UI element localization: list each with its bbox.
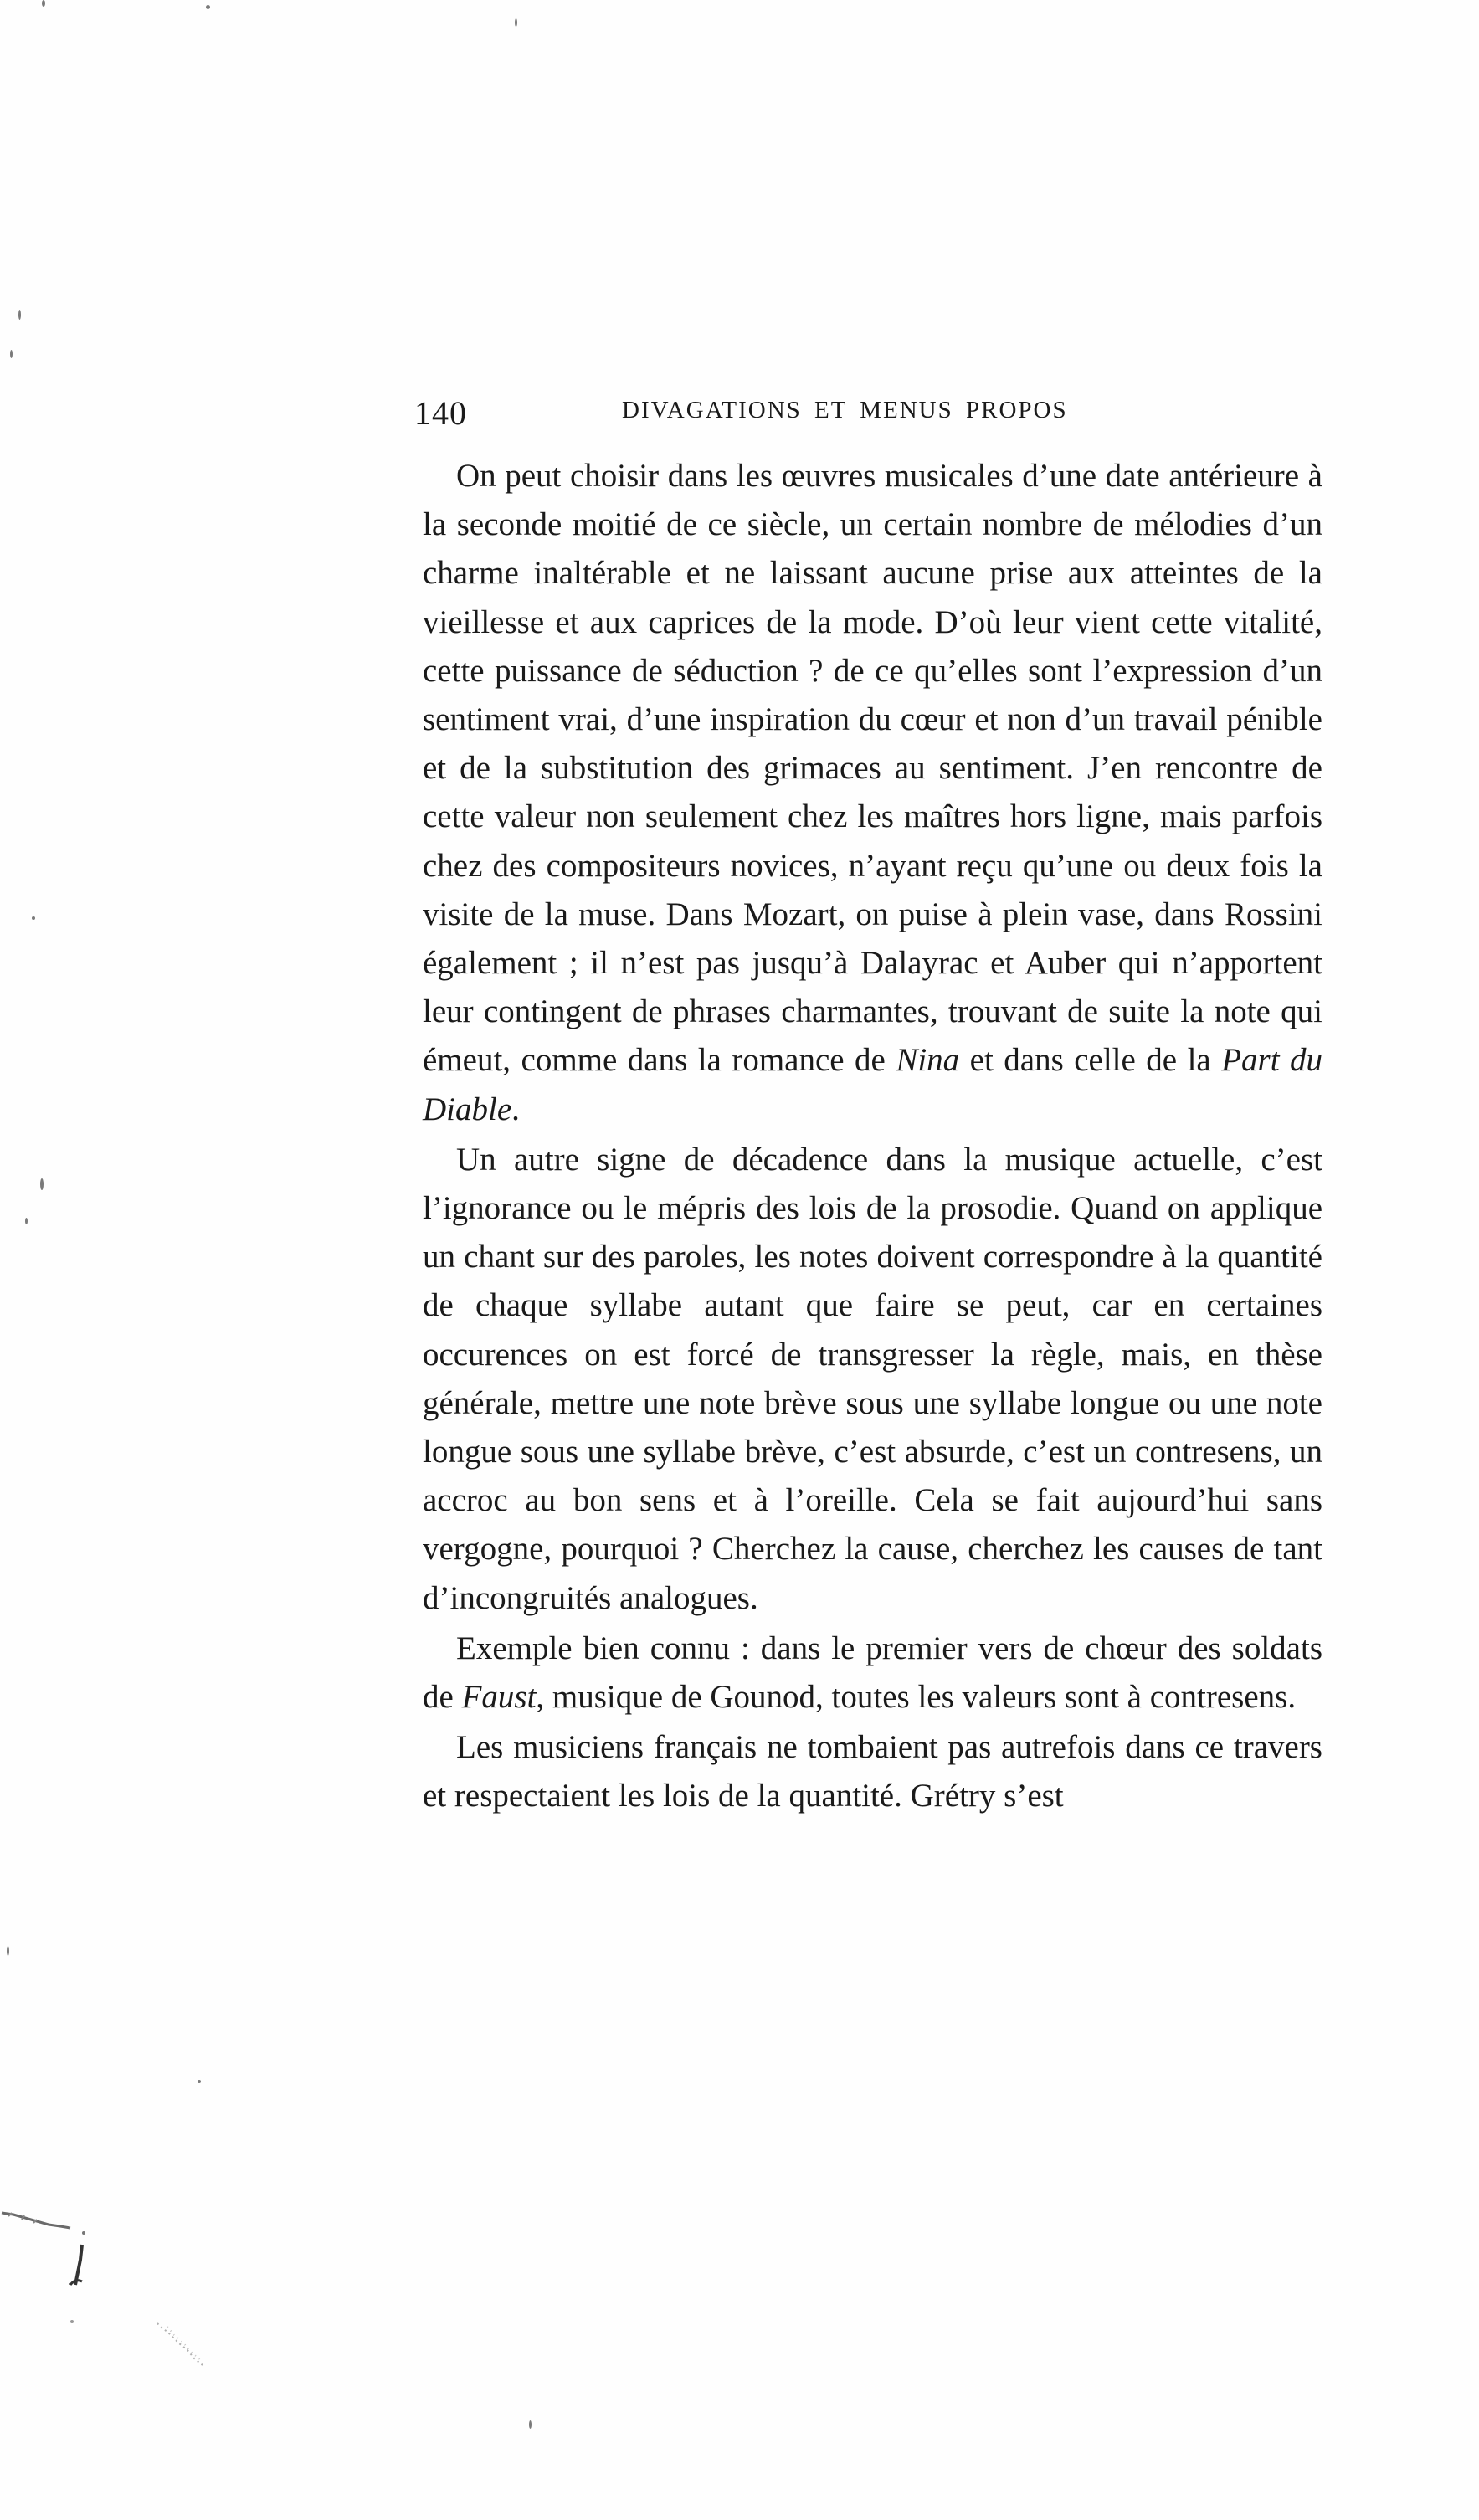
paragraph-1-text-c: . — [511, 1091, 520, 1127]
margin-ink-marks — [0, 2159, 109, 2377]
scan-speck — [40, 1178, 44, 1190]
scan-speck — [198, 2080, 201, 2083]
paragraph-3-text-b: , musique de Gounod, toutes les valeurs sont à contresens. — [536, 1679, 1297, 1716]
scan-speck — [515, 18, 517, 27]
italic-title-part-du-diable: Part du Diable — [423, 1042, 1322, 1127]
paragraph-4: Les musiciens français ne tombaient pas autrefois dans ce travers et respectaient les lois de la quantité. Grétry s’est — [423, 1729, 1322, 1814]
scan-speck — [206, 5, 210, 9]
paragraph-1-text-a: On peut choisir dans les œuvres musicales d’une date antérieure à la seconde moitié de ce siècle, un certain nombre de mélodies d’un charme inaltérable et ne laissant aucune prise aux atteintes de la vieillesse et aux caprices de la mode. D’où leur vient cette vitalité, cette puissance de séduction ? de ce qu’elles sont l’expression d’un sentiment vrai, d’une inspiration du cœur et non d’un travail pénible et de la substitution des grimaces au sentiment. J’en rencontre de cette valeur non seulement chez les maîtres hors ligne, mais parfois chez des compositeurs novices, n’ayant reçu qu’une ou deux fois la visite de la muse. Dans Mozart, on puise à plein vase, dans Rossini également ; il n’est pas jusqu’à Dalayrac et Auber qui n’apportent leur contingent de phrases charmantes, trouvant de suite la note qui émeut, comme dans la romance de — [423, 458, 1322, 1079]
scan-speck — [32, 916, 35, 920]
scan-speck — [10, 350, 13, 358]
italic-title-nina: Nina — [896, 1042, 960, 1079]
scan-speck — [18, 310, 21, 320]
body-text — [423, 452, 1322, 1821]
margin-smudge — [151, 2318, 243, 2385]
paragraph-1 — [423, 452, 1322, 1134]
running-title: DIVAGATIONS ET MENUS PROPOS — [622, 397, 1068, 423]
paragraph-3 — [423, 1624, 1322, 1722]
running-head — [414, 387, 1321, 437]
scan-speck — [7, 1946, 9, 1956]
scan-speck — [25, 1218, 28, 1224]
italic-title-faust: Faust — [461, 1679, 537, 1716]
paragraph-3-text-a: Exemple bien connu : dans le premier vers de chœur des soldats de — [423, 1630, 1322, 1716]
page-number: 140 — [414, 394, 467, 432]
paragraph-2: Un autre signe de décadence dans la musique actuelle, c’est l’ignorance ou le mépris des lois de la prosodie. Quand on applique un chant sur des paroles, les notes doivent correspondre à la quantité de chaque syllabe autant que faire se peut, car en certaines occurences on est forcé de transgresser la règle, mais, en thèse générale, mettre une note brève sous une syllabe longue ou une note longue sous une syllabe brève, c’est absurde, c’est un contresens, un accroc au bon sens et à l’oreille. Cela se fait aujourd’hui sans vergogne, pourquoi ? Cherchez la cause, cherchez les causes de tant d’incongruités analogues. — [423, 1141, 1322, 1616]
paragraph-1-text-b: et dans celle de la — [959, 1042, 1222, 1079]
scan-speck — [42, 0, 45, 7]
scan-speck — [529, 2420, 532, 2429]
